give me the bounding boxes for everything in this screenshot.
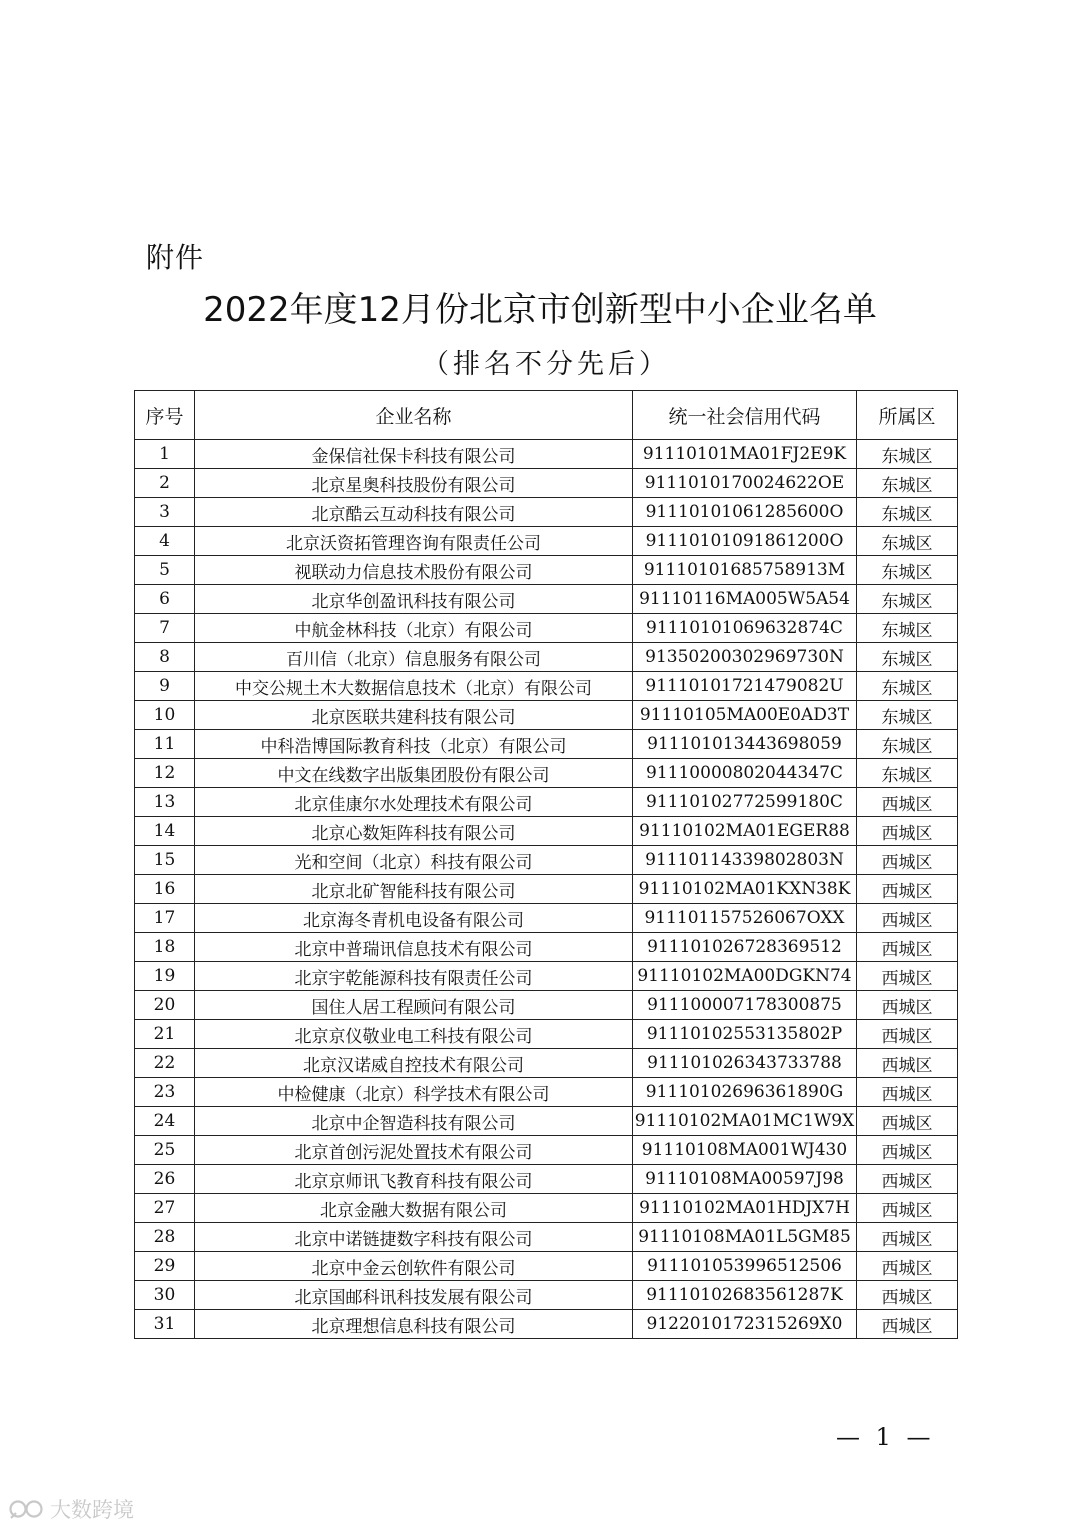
- row-index: 26: [135, 1165, 195, 1194]
- row-index: 25: [135, 1136, 195, 1165]
- table-row: [135, 701, 958, 730]
- row-index: 21: [135, 1020, 195, 1049]
- company-name: 中交公规土木大数据信息技术（北京）有限公司: [195, 672, 633, 701]
- table-row: [135, 788, 958, 817]
- table-row: [135, 933, 958, 962]
- table-row: [135, 614, 958, 643]
- row-index: 28: [135, 1223, 195, 1252]
- credit-code: 91110102772599180C: [633, 788, 857, 817]
- credit-code: 91110108MA01L5GM85: [633, 1223, 857, 1252]
- credit-code: 91110108MA001WJ430: [633, 1136, 857, 1165]
- credit-code: 91110102696361890G: [633, 1078, 857, 1107]
- district: 西城区: [857, 1252, 958, 1281]
- row-index: 3: [135, 498, 195, 527]
- company-name: 北京北矿智能科技有限公司: [195, 875, 633, 904]
- company-name: 光和空间（北京）科技有限公司: [195, 846, 633, 875]
- table-row: [135, 1310, 958, 1339]
- district: 东城区: [857, 614, 958, 643]
- company-name: 中文在线数字出版集团股份有限公司: [195, 759, 633, 788]
- table-row: [135, 962, 958, 991]
- table-row: [135, 1281, 958, 1310]
- table-row: [135, 469, 958, 498]
- row-index: 4: [135, 527, 195, 556]
- credit-code: 911101053996512506: [633, 1252, 857, 1281]
- credit-code: 91110105MA00E0AD3T: [633, 701, 857, 730]
- credit-code: 91110102MA01KXN38K: [633, 875, 857, 904]
- table-row: [135, 585, 958, 614]
- document-title: 2022年度12月份北京市创新型中小企业名单: [203, 290, 877, 330]
- company-name: 北京中企智造科技有限公司: [195, 1107, 633, 1136]
- table-row: [135, 440, 958, 469]
- row-index: 22: [135, 1049, 195, 1078]
- company-name: 北京海冬青机电设备有限公司: [195, 904, 633, 933]
- table-row: [135, 1194, 958, 1223]
- row-index: 24: [135, 1107, 195, 1136]
- credit-code: 91110102MA01HDJX7H: [633, 1194, 857, 1223]
- credit-code: 91110101MA01FJ2E9K: [633, 440, 857, 469]
- row-index: 11: [135, 730, 195, 759]
- credit-code: 91110114339802803N: [633, 846, 857, 875]
- row-index: 14: [135, 817, 195, 846]
- row-index: 20: [135, 991, 195, 1020]
- district: 东城区: [857, 701, 958, 730]
- company-name: 北京国邮科讯科技发展有限公司: [195, 1281, 633, 1310]
- company-name: 北京中诺链捷数字科技有限公司: [195, 1223, 633, 1252]
- credit-code: 91110116MA005W5A54: [633, 585, 857, 614]
- col-header-district: 所属区: [857, 391, 958, 440]
- row-index: 30: [135, 1281, 195, 1310]
- row-index: 16: [135, 875, 195, 904]
- company-name: 金保信社保卡科技有限公司: [195, 440, 633, 469]
- company-name: 北京汉诺威自控技术有限公司: [195, 1049, 633, 1078]
- district: 西城区: [857, 1194, 958, 1223]
- watermark-logo-icon: [8, 1497, 46, 1521]
- company-name: 北京京仪敬业电工科技有限公司: [195, 1020, 633, 1049]
- credit-code: 911101026728369512: [633, 933, 857, 962]
- district: 东城区: [857, 643, 958, 672]
- company-name: 北京医联共建科技有限公司: [195, 701, 633, 730]
- district: 西城区: [857, 1281, 958, 1310]
- row-index: 7: [135, 614, 195, 643]
- district: 西城区: [857, 1223, 958, 1252]
- row-index: 31: [135, 1310, 195, 1339]
- district: 西城区: [857, 1049, 958, 1078]
- district: 西城区: [857, 1136, 958, 1165]
- credit-code: 91110108MA00597J98: [633, 1165, 857, 1194]
- company-name: 北京理想信息科技有限公司: [195, 1310, 633, 1339]
- company-name: 中科浩博国际教育科技（北京）有限公司: [195, 730, 633, 759]
- company-name: 北京中普瑞讯信息技术有限公司: [195, 933, 633, 962]
- table-row: [135, 904, 958, 933]
- col-header-index: 序号: [135, 391, 195, 440]
- company-name: 北京京师讯飞教育科技有限公司: [195, 1165, 633, 1194]
- company-name: 北京首创污泥处置技术有限公司: [195, 1136, 633, 1165]
- table-row: [135, 1049, 958, 1078]
- row-index: 29: [135, 1252, 195, 1281]
- credit-code: 91350200302969730N: [633, 643, 857, 672]
- row-index: 27: [135, 1194, 195, 1223]
- credit-code: 911101026343733788: [633, 1049, 857, 1078]
- table-row: [135, 1165, 958, 1194]
- credit-code: 91110102553135802P: [633, 1020, 857, 1049]
- company-name: 北京宇乾能源科技有限责任公司: [195, 962, 633, 991]
- district: 西城区: [857, 991, 958, 1020]
- page-number: — 1 —: [836, 1423, 935, 1451]
- district: 西城区: [857, 875, 958, 904]
- row-index: 2: [135, 469, 195, 498]
- table-row: [135, 643, 958, 672]
- table-row: [135, 759, 958, 788]
- credit-code: 91110101685758913M: [633, 556, 857, 585]
- credit-code: 91110102683561287K: [633, 1281, 857, 1310]
- district: 东城区: [857, 759, 958, 788]
- table-row: [135, 556, 958, 585]
- district: 西城区: [857, 1310, 958, 1339]
- credit-code: 9111010170024622OE: [633, 469, 857, 498]
- row-index: 8: [135, 643, 195, 672]
- table-row: [135, 1252, 958, 1281]
- company-name: 北京沃资拓管理咨询有限责任公司: [195, 527, 633, 556]
- attachment-label: 附件: [146, 241, 205, 274]
- district: 西城区: [857, 1107, 958, 1136]
- credit-code: 91110000802044347C: [633, 759, 857, 788]
- district: 西城区: [857, 817, 958, 846]
- district: 东城区: [857, 498, 958, 527]
- credit-code: 91110101721479082U: [633, 672, 857, 701]
- table-row: [135, 527, 958, 556]
- table-row: [135, 1078, 958, 1107]
- district: 东城区: [857, 469, 958, 498]
- table-row: [135, 875, 958, 904]
- credit-code: 911100007178300875: [633, 991, 857, 1020]
- credit-code: 91110101061285600O: [633, 498, 857, 527]
- col-header-credit-code: 统一社会信用代码: [633, 391, 857, 440]
- district: 东城区: [857, 440, 958, 469]
- row-index: 5: [135, 556, 195, 585]
- row-index: 15: [135, 846, 195, 875]
- table-row: [135, 991, 958, 1020]
- company-name: 国住人居工程顾问有限公司: [195, 991, 633, 1020]
- district: 西城区: [857, 962, 958, 991]
- col-header-company: 企业名称: [195, 391, 633, 440]
- district: 西城区: [857, 1078, 958, 1107]
- row-index: 19: [135, 962, 195, 991]
- watermark-text: 大数跨境: [50, 1498, 134, 1522]
- table-row: [135, 672, 958, 701]
- district: 西城区: [857, 933, 958, 962]
- table-row: [135, 498, 958, 527]
- district: 东城区: [857, 672, 958, 701]
- district: 西城区: [857, 904, 958, 933]
- credit-code: 911101157526067OXX: [633, 904, 857, 933]
- row-index: 18: [135, 933, 195, 962]
- watermark: [8, 1494, 134, 1524]
- district: 西城区: [857, 1020, 958, 1049]
- row-index: 1: [135, 440, 195, 469]
- company-name: 北京星奥科技股份有限公司: [195, 469, 633, 498]
- table-header-row: [135, 391, 958, 440]
- table-row: [135, 1107, 958, 1136]
- district: 西城区: [857, 788, 958, 817]
- district: 西城区: [857, 1165, 958, 1194]
- company-name: 北京心数矩阵科技有限公司: [195, 817, 633, 846]
- district: 东城区: [857, 585, 958, 614]
- credit-code: 91110101091861200O: [633, 527, 857, 556]
- company-name: 视联动力信息技术股份有限公司: [195, 556, 633, 585]
- company-name: 北京中金云创软件有限公司: [195, 1252, 633, 1281]
- table-row: [135, 1223, 958, 1252]
- row-index: 23: [135, 1078, 195, 1107]
- company-name: 中航金林科技（北京）有限公司: [195, 614, 633, 643]
- table-row: [135, 1136, 958, 1165]
- company-name: 百川信（北京）信息服务有限公司: [195, 643, 633, 672]
- row-index: 10: [135, 701, 195, 730]
- company-table: [134, 390, 958, 1339]
- table-row: [135, 1020, 958, 1049]
- district: 东城区: [857, 556, 958, 585]
- row-index: 9: [135, 672, 195, 701]
- row-index: 13: [135, 788, 195, 817]
- row-index: 6: [135, 585, 195, 614]
- district: 东城区: [857, 527, 958, 556]
- company-name: 北京酷云互动科技有限公司: [195, 498, 633, 527]
- table-row: [135, 730, 958, 759]
- credit-code: 911101013443698059: [633, 730, 857, 759]
- table-row: [135, 817, 958, 846]
- credit-code: 9122010172315269X0: [633, 1310, 857, 1339]
- company-name: 北京佳康尔水处理技术有限公司: [195, 788, 633, 817]
- company-name: 北京金融大数据有限公司: [195, 1194, 633, 1223]
- credit-code: 91110102MA00DGKN74: [633, 962, 857, 991]
- district: 东城区: [857, 730, 958, 759]
- credit-code: 91110102MA01EGER88: [633, 817, 857, 846]
- district: 西城区: [857, 846, 958, 875]
- document-subtitle: （排名不分先后）: [422, 349, 670, 380]
- table-row: [135, 846, 958, 875]
- credit-code: 91110102MA01MC1W9X: [633, 1107, 857, 1136]
- company-name: 北京华创盈讯科技有限公司: [195, 585, 633, 614]
- row-index: 12: [135, 759, 195, 788]
- credit-code: 91110101069632874C: [633, 614, 857, 643]
- company-name: 中检健康（北京）科学技术有限公司: [195, 1078, 633, 1107]
- row-index: 17: [135, 904, 195, 933]
